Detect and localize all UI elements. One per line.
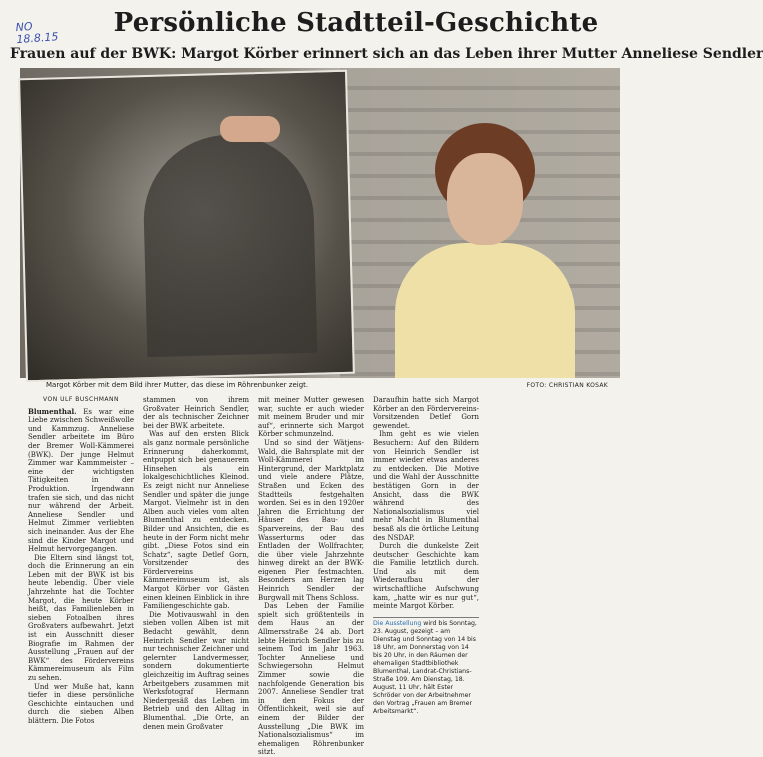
paragraph-text: Es war eine Liebe zwischen Schweißwolle und Kammzug. Anneliese Sendler arbeitete im Büro der Bremer Woll-Kämmerei (BWK). Der junge Helmut Zimmer war Kammmeister – eine der wichtigsten Tätigkeiten in der Produktion. Irgendwann trafen sie sich, und das nicht nur während der Arbeit. Anneliese Sendler und Helmut Zimmer verliebten sich ineinander. Aus der Ehe sind die Kinder Margot und Helmut hervorgegangen. — [28, 407, 134, 554]
handwritten-date-note: NO 18.8.15 — [15, 19, 59, 47]
hand-holding-photo — [220, 116, 280, 142]
photo-caption: Margot Körber mit dem Bild ihrer Mutter, das diese im Röhrenbunker zeigt. — [46, 381, 309, 389]
article-subheadline: Frauen auf der BWK: Margot Körber erinnert sich an das Leben ihrer Mutter Anneliese Sendler — [10, 46, 763, 62]
paragraph: Was auf den ersten Blick als ganz normale persönliche Erinnerung daherkommt, entpuppt sich bei genauerem Hinsehen als ein lokalgeschichtliches Kleinod. Es zeigt nicht nur Anneliese Sendler und später die junge Margot. Vielmehr ist in den Alben auch vieles vom alten Blumenthal zu entdecken. Bilder und Ansichten, die es heute in der Form nicht mehr gibt. „Diese Fotos sind ein Schatz“, sagte Detlef Gorn, Vorsitzender des Fördervereins Kämmereimuseum ist, als Margot Körber vor Gästen einen kleinen Einblick in ihre Familiengeschichte gab. — [143, 430, 249, 611]
photo-credit: FOTO: CHRISTIAN KOSAK — [526, 382, 608, 389]
dateline: Blumenthal. — [28, 406, 77, 416]
paragraph — [28, 408, 134, 554]
bunker-tunnel-shape — [142, 133, 318, 357]
paragraph: Durch die dunkelste Zeit deutscher Geschichte kam die Familie letztlich durch. Und als mit dem Wiederaufbau der wirtschaftliche Aufschwung kam, „hatte wir es nur gut“, meinte Margot Körber. — [373, 542, 479, 611]
article-column-2 — [143, 396, 249, 731]
woman-face — [447, 153, 523, 245]
paragraph: stammen von ihrem Großvater Heinrich Sendler, der als technischer Zeichner bei der BWK arbeitete. — [143, 396, 249, 430]
exhibition-info-box — [373, 617, 479, 716]
article-column-3 — [258, 396, 364, 757]
held-historic-photo — [18, 70, 355, 383]
paragraph: Und so sind der Wätjens-Wald, die Bahrsplate mit der Woll-Kämmerei im Hintergrund, der Marktplatz und viele andere Plätze, Straßen und Ecken des Stadtteils festgehalten worden. Sei es in den 1920er Jahren die Errichtung der Häuser des Bau- und Sparvereins, der Bau des Wasserturms oder das Entladen der Wollfrachter, die über viele Jahrzehnte hinweg direkt an der BWK-eigenen Pier festmachten. Besonders am Herzen lag Heinrich Sendler der Burgwall mit Thens Schloss. — [258, 438, 364, 602]
info-box-text: wird bis Sonntag, 23. August, gezeigt – am Dienstag und Sonntag von 14 bis 18 Uhr, am Donnerstag von 14 bis 20 Uhr, in den Räumen der ehemaligen Stadtbibliothek Blumenthal, Landrat-Christians-Straße 109. Am Dienstag, 18. August, 11 Uhr, hält Ester Schröder von der Arbeitnehmer den Vortrag „Frauen am Bremer Arbeitsmarkt“. — [373, 619, 477, 715]
article-column-1 — [28, 396, 134, 726]
woman-figure — [385, 123, 585, 378]
woman-torso — [395, 243, 575, 378]
byline: VON ULF BUSCHMANN — [43, 396, 119, 403]
article-headline: Persönliche Stadtteil-Geschichte — [113, 8, 599, 38]
paragraph: Ihm geht es wie vielen Besuchern: Auf den Bildern von Heinrich Sendler ist immer wieder etwas anderes zu entdecken. Die Motive und die Wahl der Ausschnitte bestätigen Gorn in der Ansicht, dass die BWK während des Nationalsozialismus viel mehr Macht in Blumenthal besaß als die örtliche Leitung des NSDAP. — [373, 430, 479, 542]
paragraph: Die Eltern sind längst tot, doch die Erinnerung an ein Leben mit der BWK ist bis heute lebendig. Über viele Jahrzehnte hat die Tochter Margot, die heute Körber heißt, das Familienleben in sieben Fotoalben ihres Großvaters aufbewahrt. Jetzt ist ein Ausschnitt dieser Biografie im Rahmen der Ausstellung „Frauen auf der BWK“ des Fördervereins Kämmereimuseum als Film zu sehen. — [28, 553, 134, 682]
article-photo — [20, 68, 620, 378]
paragraph: Daraufhin hatte sich Margot Körber an den Fördervereins-Vorsitzenden Detlef Gorn gewendet. — [373, 396, 479, 430]
paragraph: mit meiner Mutter gewesen war, suchte er auch wieder mit meinem Bruder und mir auf“, erinnerte sich Margot Körber schmunzelnd. — [258, 396, 364, 439]
paragraph: Die Motivauswahl in den sieben vollen Alben ist mit Bedacht gewählt, denn Heinrich Sendler war nicht nur technischer Zeichner und gelernter Landvermesser, sondern dokumentierte gleichzeitig im Auftrag seines Arbeitgebers zusammen mit Werksfotograf Hermann Niedergesäß das Leben im Betrieb und den Alltag in Blumenthal. „Die Orte, an denen mein Großvater — [143, 610, 249, 731]
article-column-4 — [373, 396, 479, 716]
info-box-highlight: Die Ausstellung — [373, 619, 422, 627]
paragraph: Und wer Muße hat, kann tiefer in diese persönliche Geschichte eintauchen und durch die sieben Alben blättern. Die Fotos — [28, 682, 134, 725]
paragraph: Das Leben der Familie spielt sich größtenteils in dem Haus an der Allmersstraße 24 ab. Dort lebte Heinrich Sendler bis zu seinem Tod im Jahr 1963. Tochter Anneliese und Schwiegersohn Helmut Zimmer sowie die nachfolgende Generation bis 2007. Anneliese Sendler trat in den Fokus der Öffentlichkeit, weil sie auf einem der Bilder der Ausstellung „Die BWK im Nationalsozialismus“ im ehemaligen Röhrenbunker sitzt. — [258, 602, 364, 757]
